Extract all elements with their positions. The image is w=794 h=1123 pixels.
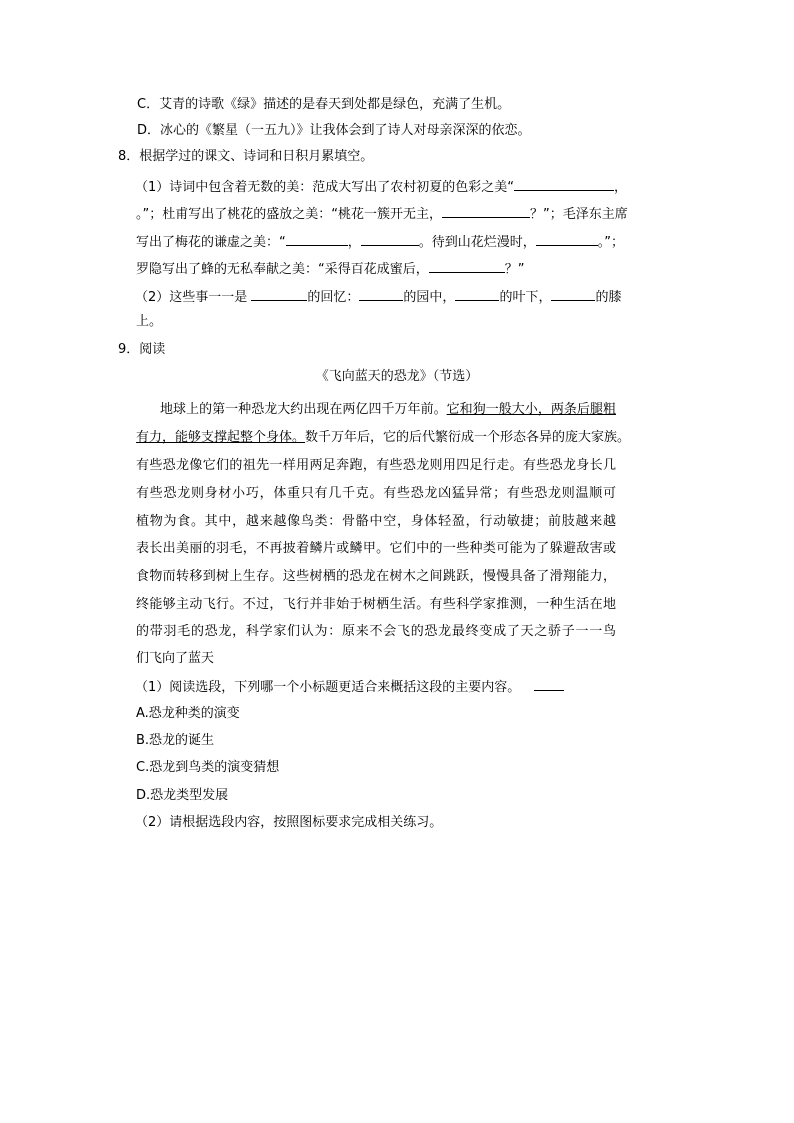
passage-line: 的带羽毛的恐龙，科学家们认为：原来不会飞的恐龙最终变成了天之骄子一一鸟 bbox=[136, 624, 616, 639]
answer-blank[interactable] bbox=[286, 232, 348, 246]
option-d: D.恐龙类型发展 bbox=[136, 788, 229, 803]
underlined-text: 有力，能够支撑起整个身体。 bbox=[136, 430, 306, 445]
passage-line: 食物而转移到树上生存。这些树栖的恐龙在树木之间跳跃，慢慢具备了滑翔能力， bbox=[136, 569, 616, 584]
text: 写出了梅花的谦虚之美：“ bbox=[136, 235, 286, 250]
text: 的回忆： bbox=[307, 290, 360, 305]
sub-question-2: （2）请根据选段内容，按照图标要求完成相关练习。 bbox=[135, 815, 443, 830]
option-c: C．艾青的诗歌《绿》描述的是春天到处都是绿色，充满了生机。 bbox=[137, 97, 511, 112]
q8-part1-line3 bbox=[136, 232, 624, 250]
passage-line: 有些恐龙则身材小巧，体重只有几千克。有些恐龙凶猛异常；有些恐龙则温顺可 bbox=[136, 486, 616, 501]
answer-blank[interactable] bbox=[551, 287, 595, 301]
answer-blank[interactable] bbox=[534, 677, 564, 691]
q8-part2-line1 bbox=[135, 287, 621, 305]
passage-line bbox=[136, 429, 630, 447]
text: ？” bbox=[504, 262, 525, 277]
text: ， bbox=[347, 235, 361, 250]
option-b: B.恐龙的诞生 bbox=[136, 733, 215, 748]
underlined-text: 它和狗一般大小，两条后腿粗 bbox=[446, 402, 616, 417]
passage-line: 有些恐龙像它们的祖先一样用两足奔跑，有些恐龙则用四足行走。有些恐龙身长几 bbox=[136, 458, 616, 473]
text: 的膝 bbox=[595, 290, 622, 305]
passage-line: 表长出美丽的羽毛，不再披着鳞片或鳞甲。它们中的一些种类可能为了躲避敌害或 bbox=[136, 541, 616, 556]
passage-line: 们飞向了蓝天 bbox=[136, 651, 215, 666]
passage-line: 终能够主动飞行。不过，飞行并非始于树栖生活。有些科学家推测，一种生活在地 bbox=[136, 597, 616, 612]
question-8-stem: 8．根据学过的课文、诗词和日积月累填空。 bbox=[118, 149, 374, 164]
passage-line: 植物为食。其中，越来越像鸟类：骨骼中空，身体轻盈，行动敏捷；前肢越来越 bbox=[136, 514, 616, 529]
text: 罗隐写出了蜂的无私奉献之美：“采得百花成蜜后， bbox=[136, 262, 429, 277]
text: 。待到山花烂漫时， bbox=[418, 235, 536, 250]
text: 数千万年后，它的后代繁衍成一个形态各异的庞大家族。 bbox=[305, 430, 631, 445]
text: ？”；毛泽东主席 bbox=[529, 207, 628, 222]
q8-part1-line4 bbox=[136, 259, 525, 277]
q8-part1-line1 bbox=[135, 177, 627, 195]
text: 。”；杜甫写出了桃花的盛放之美：“桃花一簇开无主， bbox=[136, 207, 442, 222]
q8-part1-line2 bbox=[136, 204, 628, 222]
option-c: C.恐龙到鸟类的演变猜想 bbox=[136, 760, 280, 775]
passage-line bbox=[160, 401, 616, 419]
answer-blank[interactable] bbox=[455, 287, 499, 301]
answer-blank[interactable] bbox=[442, 204, 530, 218]
answer-blank[interactable] bbox=[361, 232, 419, 246]
text: 的叶下， bbox=[499, 290, 552, 305]
text: ， bbox=[614, 180, 628, 195]
answer-blank[interactable] bbox=[429, 259, 505, 273]
passage-title: 《飞向蓝天的恐龙》（节选） bbox=[315, 369, 479, 384]
option-d: D．冰心的《繁星（一五九）》让我体会到了诗人对母亲深深的依恋。 bbox=[137, 123, 531, 138]
sub-question-1 bbox=[135, 677, 564, 695]
text: （1）阅读选段，下列哪一个小标题更适合来概括这段的主要内容。 bbox=[135, 680, 521, 695]
text: 地球上的第一种恐龙大约出现在两亿四千万年前。 bbox=[160, 402, 447, 417]
answer-blank[interactable] bbox=[514, 177, 614, 191]
text: 的园中， bbox=[403, 290, 456, 305]
text: （2）这些事一一是 bbox=[135, 290, 252, 305]
option-a: A.恐龙种类的演变 bbox=[136, 706, 240, 721]
answer-blank[interactable] bbox=[536, 232, 598, 246]
question-9-stem: 9．阅读 bbox=[118, 342, 166, 357]
text: 。”； bbox=[597, 235, 625, 250]
q8-part2-line2: 上。 bbox=[136, 314, 163, 329]
answer-blank[interactable] bbox=[251, 287, 307, 301]
text: （1）诗词中包含着无数的美：范成大写出了农村初夏的色彩之美“ bbox=[135, 180, 515, 195]
answer-blank[interactable] bbox=[359, 287, 403, 301]
